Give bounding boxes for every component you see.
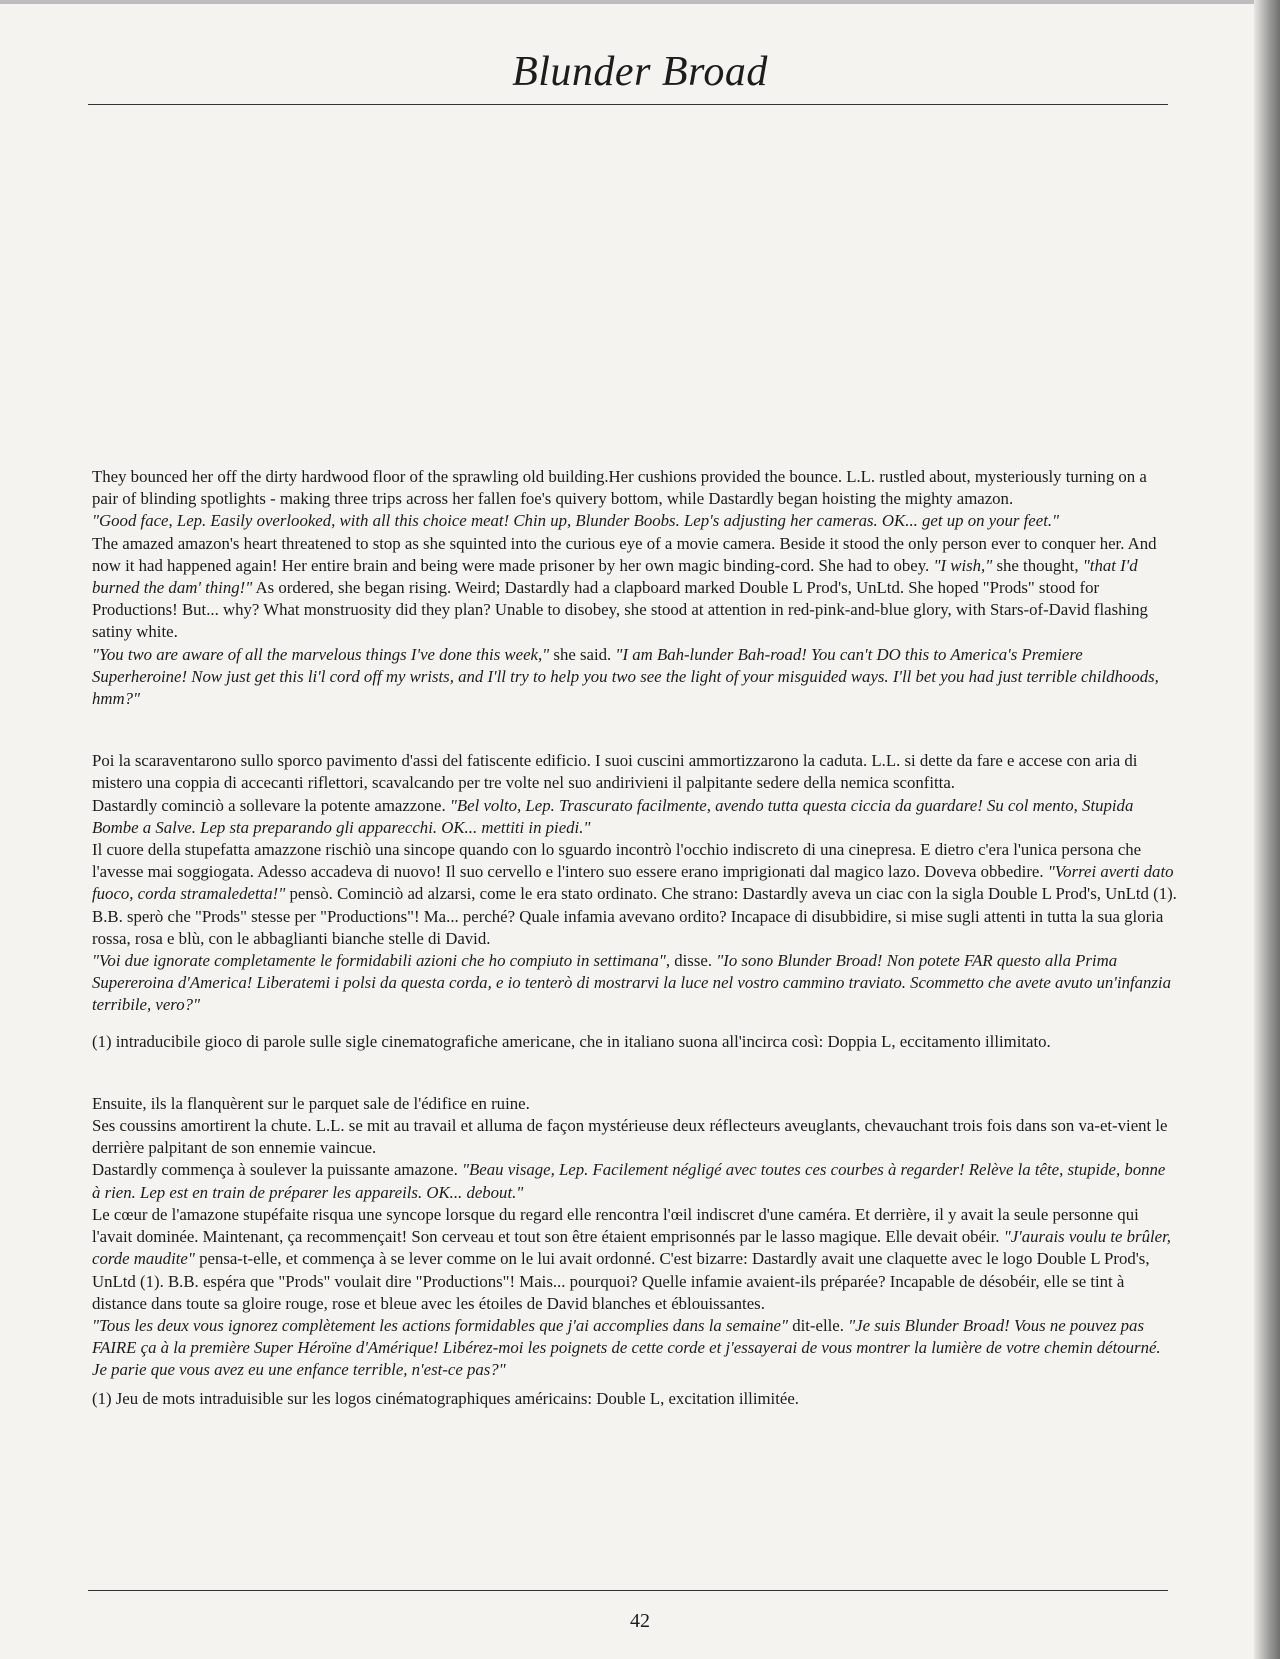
english-paragraph-4 [92,644,1177,711]
page-binding-shadow [1254,0,1280,1659]
french-p5-quote-2: "Je suis Blunder Broad! Vous ne pouvez pas FAIRE ça à la première Super Héroïne d'Amérique! Libérez-moi les poignets de cette corde et j'essayerai de vous montrer la lumière de votre chemin détourné. Je parie que vous avez eu une enfance terrible, n'est-ce pas?" [92,1315,1161,1380]
italian-footnote: (1) intraducibile gioco di parole sulle sigle cinematografiche americane, che in italiano suona all'incirca così: Doppia L, eccitamento illimitato. [92,1031,1051,1051]
english-p4-quote-1: "You two are aware of all the marvelous things I've done this week," [92,644,550,664]
french-paragraph-1: Ensuite, ils la flanquèrent sur le parquet sale de l'édifice en ruine. [92,1093,530,1113]
english-p3-quote-2: "that I'd burned the dam' thing!" [92,555,1138,598]
french-p5-narration: dit-elle. [788,1315,849,1335]
english-p3-narration: The amazed amazon's heart threatened to stop as she squinted into the curious eye of a movie camera. Beside it stood the only person ever to conquer her. And now it had happened again! Her entire brain and being were made prisoner by her own magic binding-cord. She had to obey. [92,533,1157,575]
french-paragraph-3 [92,1159,1177,1203]
french-p3-quote: "Beau visage, Lep. Facilement négligé avec toutes ces courbes à regarder! Relève la tête, stupide, bonne à rien. Lep est en train de préparer les appareils. OK... debout." [92,1160,1166,1202]
english-p4-quote-2: "I am Bah-lunder Bah-road! You can't DO this to America's Premiere Superheroine! Now just get this li'l cord off my wrists, and I'll try to help you two see the light of your misguided ways. I'll bet you had just terrible childhoods, hmm?" [92,644,1159,709]
footer-rule [88,1590,1168,1591]
english-p3-narration-2: she thought, [992,555,1083,575]
section-spacer [92,710,1177,750]
italian-paragraph-3 [92,839,1177,950]
story-text [92,466,1177,1410]
french-p5-quote-1: "Tous les deux vous ignorez complètement les actions formidables que j'ai accomplies dans la semaine" [92,1315,788,1335]
page-top-edge [0,0,1280,4]
italian-p3-quote: "Vorrei averti dato fuoco, corda stramaledetta!" [92,862,1174,904]
header-rule [88,104,1168,105]
italian-p2-narration: Dastardly cominciò a sollevare la potente amazzone. [92,795,450,815]
section-spacer [92,1053,1177,1093]
page-number: 42 [630,1610,650,1632]
italian-p2-quote: "Bel volto, Lep. Trascurato facilmente, avendo tutta questa ciccia da guardare! Su col mento, Stupida Bombe a Salve. Lep sta preparando gli apparecchi. OK... mettiti in piedi." [92,795,1134,837]
italian-p4-narration: , disse. [665,951,717,971]
french-section [92,1093,1177,1410]
french-p4-narration-2: pensa-t-elle, et commença à se lever comme on le lui avait ordonné. C'est bizarre: Dastardly avait une claquette avec le logo Double L Prod's, UnLtd (1). B.B. espéra que "Prods" voulait dire "Productions"! Mais... pourquoi? Quelle infamie avaient-ils préparée? Incapable de désobéir, elle se tint à distance dans toute sa gloire rouge, rose et bleue avec les étoiles de David blanches et éblouissantes. [92,1249,1150,1313]
note-spacer [92,1017,1177,1031]
french-footnote: (1) Jeu de mots intraduisible sur les logos cinématographiques américains: Double L, excitation illimitée. [92,1388,799,1408]
italian-paragraph-2 [92,795,1177,839]
italian-p4-quote-2: "Io sono Blunder Broad! Non potete FAR questo alla Prima Supereroina d'America! Liberatemi i polsi da questa corda, e io tenterò di mostrarvi la luce nel vostro cammino traviato. Scommetto che avete avuto un'infanzia terribile, vero?" [92,951,1171,1015]
english-paragraph-1: They bounced her off the dirty hardwood floor of the sprawling old building.Her cushions provided the bounce. L.L. rustled about, mysteriously turning on a pair of blinding spotlights - making three trips across her fallen foe's quivery bottom, while Dastardly began hoisting the mighty amazon. [92,467,1147,509]
italian-p4-quote-1: "Voi due ignorate completamente le formidabili azioni che ho compiuto in settimana" [92,951,666,971]
italian-paragraph-4 [92,950,1177,1017]
english-p4-narration: she said. [549,644,616,664]
english-paragraph-2: "Good face, Lep. Easily overlooked, with all this choice meat! Chin up, Blunder Boobs. Lep's adjusting her cameras. OK... get up on your feet." [92,511,1060,531]
french-p3-narration: Dastardly commença à soulever la puissante amazone. [92,1160,462,1180]
french-paragraph-2: Ses coussins amortirent la chute. L.L. se mit au travail et alluma de façon mystérieuse deux réflecteurs aveuglants, chevauchant trois fois dans son va-et-vient le derrière palpitant de son ennemie vaincue. [92,1116,1168,1158]
english-p3-narration-3: As ordered, she began rising. Weird; Dastardly had a clapboard marked Double L Prod's, UnLtd. She hoped "Prods" stood for Productions! But... why? What monstruosity did they plan? Unable to disobey, she stood at attention in red-pink-and-blue glory, with Stars-of-David flashing satiny white. [92,578,1148,642]
italian-paragraph-1: Poi la scaraventarono sullo sporco pavimento d'assi del fatiscente edificio. I suoi cuscini ammortizzarono la caduta. L.L. si dette da fare e accese con aria di mistero una coppia di accecanti riflettori, scavalcando per tre volte nel suo andirivieni il palpitante sedere della nemica sconfitta. [92,751,1138,793]
french-paragraph-4 [92,1204,1177,1315]
english-section [92,466,1177,710]
italian-p3-narration-2: pensò. Cominciò ad alzarsi, come le era stato ordinato. Che strano: Dastardly aveva un ciac con la sigla Double L Prod's, UnLtd (1). B.B. sperò che "Prods" stesse per "Productions"! Ma... perché? Quale infamia avevano ordito? Incapace di disubbidire, si mise sugli attenti in tutta la sua gloria rossa, rosa e blù, con le abbaglianti bianche stelle di David. [92,884,1177,948]
english-p3-quote-1: "I wish," [933,555,993,575]
french-p4-quote: "J'aurais voulu te brûler, corde maudite" [92,1227,1171,1269]
italian-p3-narration: Il cuore della stupefatta amazzone rischiò una sincope quando con lo sguardo incontrò l'occhio indiscreto di una cinepresa. E dietro c'era l'unica persona che l'avesse mai soggiogata. Adesso accadeva di nuovo! Il suo cervello e l'intero suo essere erano imprigionati dal magico lazo. Doveva obbedire. [92,840,1142,882]
page-title: Blunder Broad [512,49,768,95]
french-paragraph-5 [92,1315,1177,1382]
english-paragraph-3 [92,533,1177,644]
french-p4-narration: Le cœur de l'amazone stupéfaite risqua une syncope lorsque du regard elle rencontra l'œil indiscret d'une caméra. Et derrière, il y avait la seule personne qui l'avait dominée. Maintenant, ça recommençait! Son cerveau et tout son être étaient emprisonnés par le lasso magique. Elle devait obéir. [92,1204,1139,1247]
italian-section [92,750,1177,1053]
